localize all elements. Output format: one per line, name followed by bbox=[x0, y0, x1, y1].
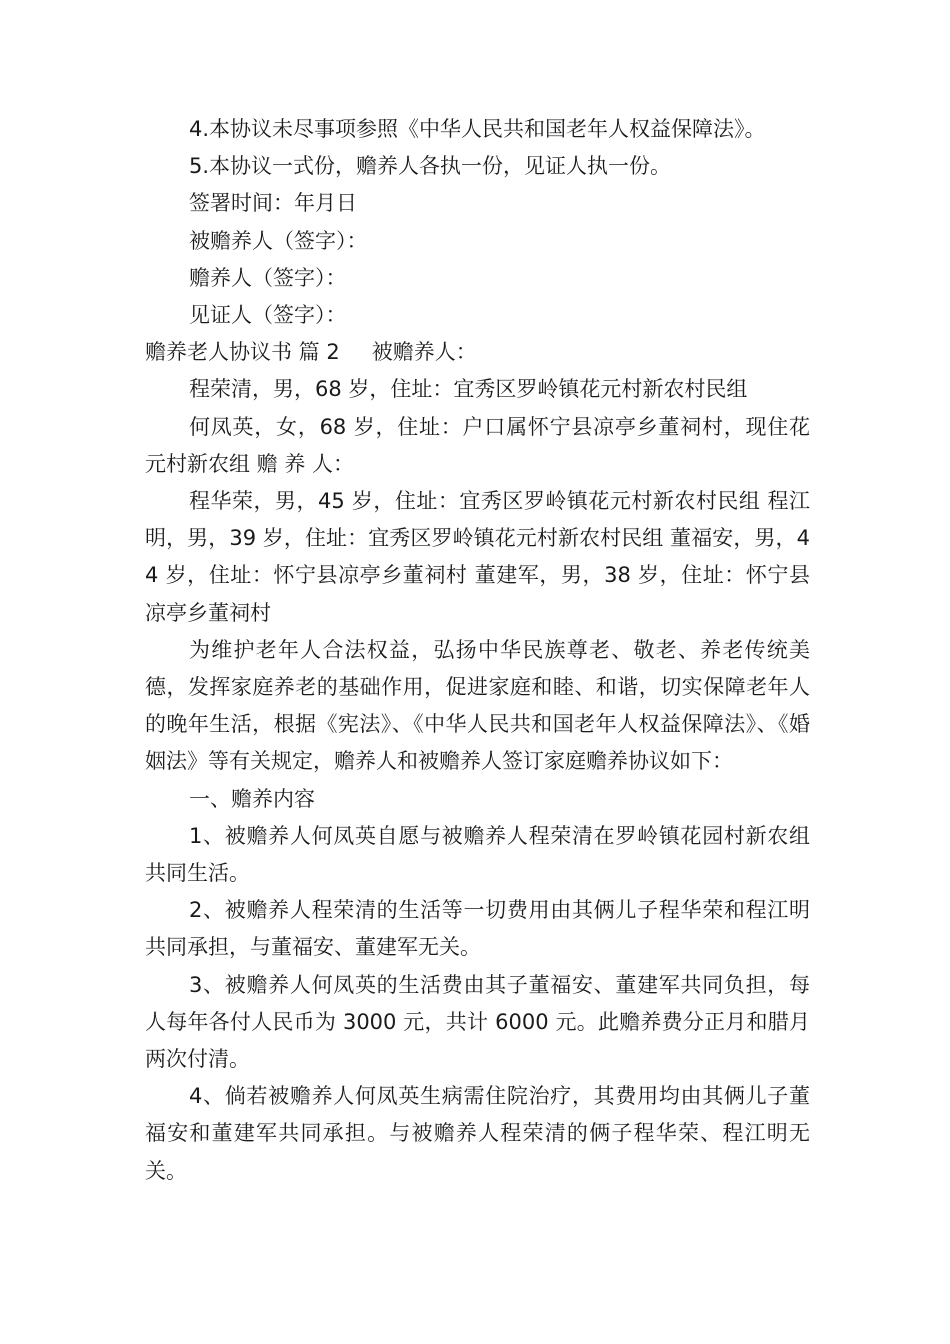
person-cheng-rongqing: 程荣清，男，68 岁，住址：宜秀区罗岭镇花元村新农村民组 bbox=[189, 377, 748, 402]
item-1: 1、被赡养人何凤英自愿与被赡养人程荣清在罗岭镇花园村新农组共同生活。 bbox=[145, 823, 810, 886]
witness-signature: 见证人（签字）： bbox=[189, 303, 347, 328]
article-title: 赡养老人协议书 篇 2 bbox=[145, 340, 340, 365]
supported-signature: 被赡养人（签字）： bbox=[189, 228, 368, 253]
item-3: 3、被赡养人何凤英的生活费由其子董福安、董建军共同负担，每人每年各付人民币为 3000 元，共计 6000 元。此赡养费分正月和腊月两次付清。 bbox=[145, 972, 810, 1072]
section-one-title: 一、赡养内容 bbox=[189, 786, 315, 811]
supported-label: 被赡养人： bbox=[371, 340, 477, 365]
section-heading bbox=[145, 334, 810, 371]
clause-5: 5.本协议一式份，赡养人各执一份，见证人执一份。 bbox=[189, 154, 672, 179]
supporter-signature: 赡养人（签字）： bbox=[189, 265, 347, 290]
item-4: 4、倘若被赡养人何凤英生病需住院治疗，其费用均由其俩儿子董福安和董建军共同承担。与被赡养人程荣清的俩子程华荣、程江明无关。 bbox=[145, 1084, 810, 1183]
clause-4: 4.本协议未尽事项参照《中华人民共和国老年人权益保障法》。 bbox=[189, 117, 766, 141]
person-he-fengying: 何凤英，女，68 岁，住址：户口属怀宁县凉亭乡董祠村，现住花元村新农组 赡 养 人： bbox=[145, 414, 810, 476]
supporters-list: 程华荣，男，45 岁，住址：宜秀区罗岭镇花元村新农村民组 程江明，男，39 岁，住址：宜秀区罗岭镇花元村新农村民组 董福安，男，44 岁，住址：怀宁县凉亭乡董祠村 董建军，男，38 岁，住址：怀宁县凉亭乡董祠村 bbox=[145, 489, 810, 625]
item-2: 2、被赡养人程荣清的生活等一切费用由其俩儿子程华荣和程江明共同承担，与董福安、董建军无关。 bbox=[145, 898, 810, 960]
preamble: 为维护老年人合法权益，弘扬中华民族尊老、敬老、养老传统美德，发挥家庭养老的基础作用，促进家庭和睦、和谐，切实保障老年人的晚年生活，根据《宪法》、《中华人民共和国老年人权益保障法》、《婚姻法》等有关规定，赡养人和被赡养人签订家庭赡养协议如下： bbox=[145, 637, 810, 774]
signing-date: 签署时间：年月日 bbox=[189, 191, 357, 216]
